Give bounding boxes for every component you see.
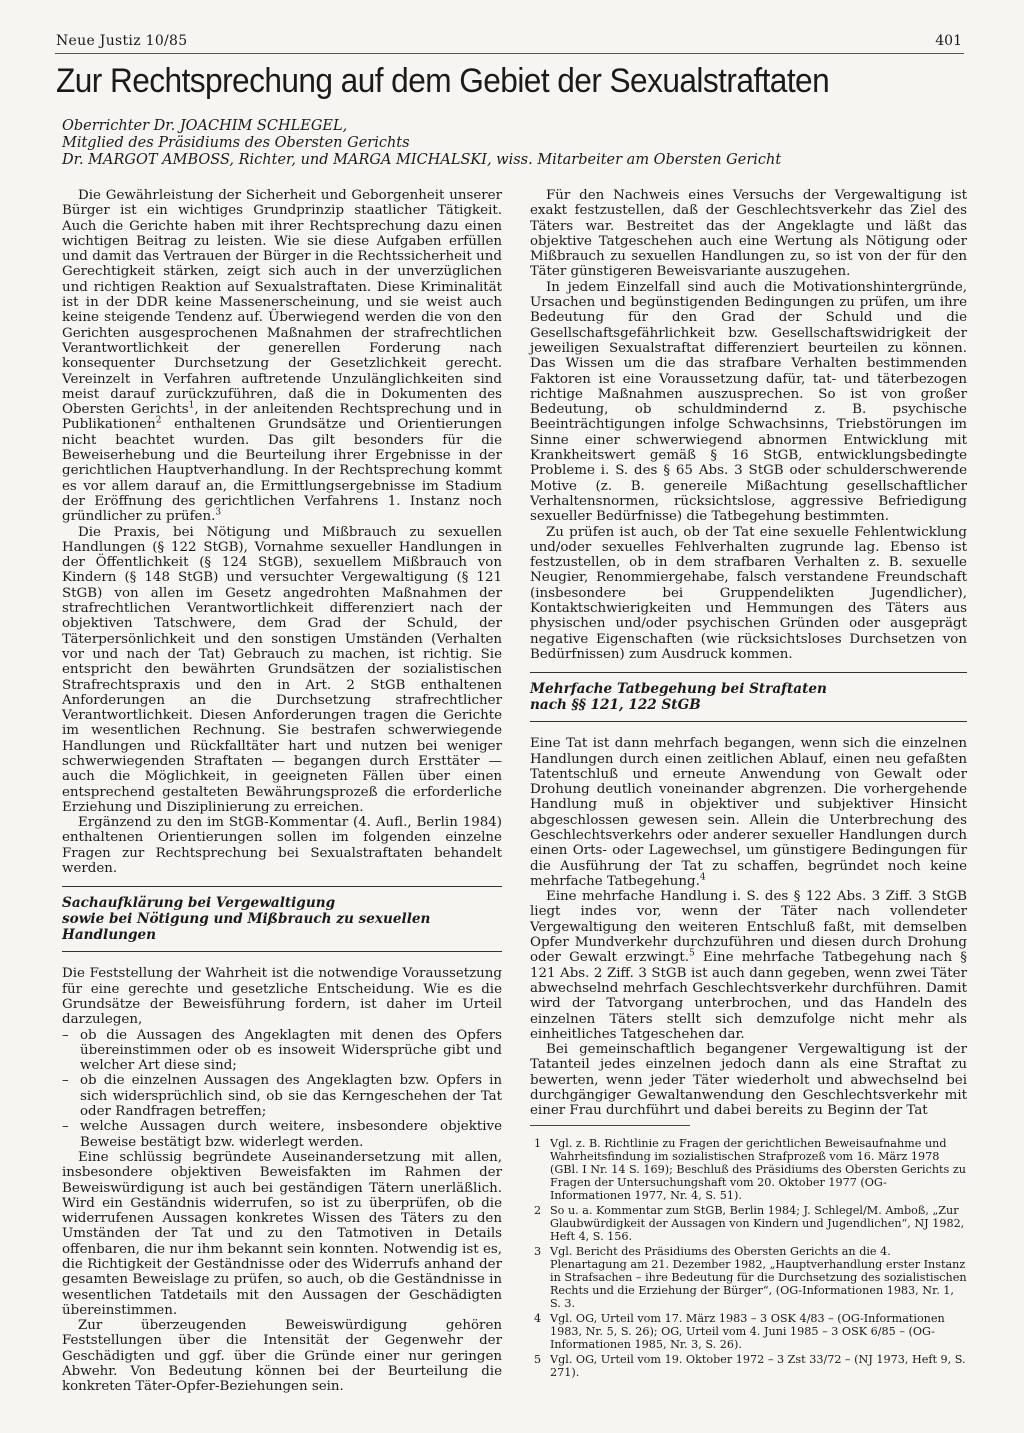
list-item: – ob die Aussagen des Angeklagten mit denen des Opfers übereinstimmen oder ob es insoweit Widersprüche gibt und welcher Art diese sind; bbox=[62, 1028, 502, 1074]
right-paragraph-3: Zu prüfen ist auch, ob der Tat eine sexuelle Fehlentwicklung und/oder sexuelles Fehlverhalten zugrunde lag. Ebenso ist festzustellen, ob in dem strafbaren Verhalten z. B. sexuelle Neugier, Renommiergehabe, falsch verstandene Freundschaft (insbesondere bei Gruppendelikten Jugendlicher), Kontaktschwierigkeiten und Hemmungen des Täters aus physischen und/oder psychischen Gründen oder ausgeprägt negative Eigenschaften (wie rücksichtsloses Durchsetzen von Bedürfnissen) zum Ausdruck kommen. bbox=[530, 524, 967, 662]
intro-paragraph-2: Die Praxis, bei Nötigung und Mißbrauch zu sexuellen Handlungen (§ 122 StGB), Vornahme sexueller Handlungen in der Öffentlichkeit (§ 124 StGB), sexuellem Mißbrauch von Kindern (§ 148 StGB) und versuchter Vergewaltigung (§ 121 StGB) von allen im Gesetz angedrohten Maßnahmen der strafrechtlichen Verantwortlichkeit differenziert nach der objektiven Tatschwere, dem Grad der Schuld, der Täterpersönlichkeit und den sonstigen Umständen (Verhalten vor und nach der Tat) Gebrauch zu machen, ist richtig. Sie entspricht den bewährten Grundsätzen der sozialistischen Strafrechtspraxis und den in Art. 2 StGB enthaltenen Anforderungen an die Durchsetzung strafrechtlicher Verantwortlichkeit. Diesen Anforderungen tragen die Gerichte im wesentlichen Rechnung. Sie bestrafen schwerwiegende Handlungen und Rückfalltäter hart und nutzen bei weniger schwerwiegenden Straftaten — begangen durch Ersttäter — auch die Möglichkeit, in geeigneten Fällen über einen entsprechend gestalteten Bewährungsprozeß die erforderliche Erziehung und Disziplinierung zu erreichen. bbox=[62, 524, 502, 815]
intro-paragraph-3: Ergänzend zu den im StGB-Kommentar (4. Aufl., Berlin 1984) enthaltenen Orientierungen sollen im folgenden einzelne Fragen zur Rechtsprechung bei Sexualstraftaten behandelt werden. bbox=[62, 815, 502, 877]
right-paragraph-1: Für den Nachweis eines Versuchs der Vergewaltigung ist exakt festzustellen, daß der Geschlechtsverkehr das Ziel des Täters war. Bestreitet das der Angeklagte und läßt das objektive Tatgeschehen auch eine Wertung als Nötigung oder Mißbrauch zu sexuellen Handlungen zu, so ist von der für den Täter günstigeren Beweisvariante auszugehen. bbox=[530, 188, 967, 280]
evidence-list bbox=[62, 1028, 502, 1150]
author-line-2: Mitglied des Präsidiums des Obersten Gerichts bbox=[62, 135, 410, 151]
header-rule bbox=[55, 53, 964, 54]
left-column bbox=[62, 188, 502, 1395]
section-heading-sachaufklaerung: Sachaufklärung bei Vergewaltigung sowie bei Nötigung und Mißbrauch zu sexuellen Handlungen bbox=[62, 886, 502, 952]
section-heading-mehrfache-tatbegehung: Mehrfache Tatbegehung bei Straftaten nach §§ 121, 122 StGB bbox=[530, 672, 967, 722]
section2-paragraph-2: Eine mehrfache Handlung i. S. des § 122 Abs. 3 Ziff. 3 StGB liegt indes vor, wenn der Täter nach vollendeter Vergewaltigung den weiteren Entschluß faßt, mit demselben Opfer Mundverkehr durchzuführen und diesen durch Drohung oder Gewalt erzwingt.$^5$ Eine mehrfache Tatbegehung nach § 121 Abs. 2 Ziff. 3 StGB ist auch dann gegeben, wenn zwei Täter abwechselnd mehrfach Geschlechtsverkehr durchführen. Damit wird der Tatvorgang unterbrochen, und das Handeln des einzelnen Täters stellt sich demzufolge nicht mehr als einheitliches Tatgeschehen dar. bbox=[530, 889, 967, 1042]
author-line-3: Dr. MARGOT AMBOSS, Richter, und MARGA MICHALSKI, wiss. Mitarbeiter am Obersten Gericht bbox=[62, 152, 782, 168]
page-number: 401 bbox=[935, 33, 962, 49]
footnotes bbox=[530, 1137, 967, 1381]
footnote: 3 Vgl. Bericht des Präsidiums des Obersten Gerichts an die 4. Plenartagung am 21. Dezember 1982, „Hauptverhandlung erster Instanz in Strafsachen – ihre Bedeutung für die Durchsetzung des sozialistischen Rechts und die Erziehung der Bürger“, (OG-Informationen 1983, Nr. 1, S. 3. bbox=[534, 1245, 967, 1310]
right-column bbox=[530, 188, 967, 1119]
right-paragraph-2: In jedem Einzelfall sind auch die Motivationshintergründe, Ursachen und begünstigenden Bedingungen zu prüfen, um ihre Bedeutung für den Grad der Schuld und die Gesellschaftsgefährlichkeit bzw. Gesellschaftswidrigkeit der jeweiligen Sexualstraftat differenziert beurteilen zu können. Das Wissen um die das strafbare Verhalten bestimmenden Faktoren ist eine Voraussetzung dafür, tat- und täterbezogen richtige Maßnahmen auszusprechen. So ist von großer Bedeutung, ob schuldmindernd z. B. psychische Beeinträchtigungen infolge Schwachsinns, Triebstörungen im Sinne einer schwerwiegend abnormen Entwicklung mit Krankheitswert gemäß § 16 StGB, entwicklungsbedingte Probleme i. S. des § 65 Abs. 3 StGB oder schulderschwerende Motive (z. B. genereile Mißachtung gesellschaftlicher Verhaltensnormen, rücksichtslose, aggressive Befriedigung sexueller Bedürfnisse) die Tatbegehung bestimmten. bbox=[530, 279, 967, 525]
list-item: – ob die einzelnen Aussagen des Angeklagten bzw. Opfers in sich widersprüchlich sind, ob sie das Kerngeschehen der Tat oder Randfragen betreffen; bbox=[62, 1073, 502, 1119]
footnote-rule bbox=[530, 1125, 690, 1126]
footnote: 4 Vgl. OG, Urteil vom 17. März 1983 – 3 OSK 4/83 – (OG-Informationen 1983, Nr. 5, S. 26); OG, Urteil vom 4. Juni 1985 – 3 OSK 6/85 – (OG-Informationen 1985, Nr. 3, S. 26). bbox=[534, 1312, 945, 1351]
intro-paragraph-1: Die Gewährleistung der Sicherheit und Geborgenheit unserer Bürger ist ein wichtiges Grundprinzip staatlicher Tätigkeit. Auch die Gerichte haben mit ihrer Rechtsprechung dazu einen wichtigen Beitrag zu leisten. Wie sie diese Aufgaben erfüllen und damit das Vertrauen der Bürger in die Rechtssicherheit und Gerechtigkeit stärken, zeigt sich auch in der unverzüglichen und richtigen Reaktion auf Sexualstraftaten. Diese Kriminalität ist in der DDR keine Massenerscheinung, und sie weist auch keine steigende Tendenz auf. Überwiegend werden die von den Gerichten ausgesprochenen Maßnahmen der strafrechtlichen Verantwortlichkeit der generellen Forderung nach konsequenter Durchsetzung der Gesetzlichkeit gerecht. Vereinzelt in Verfahren auftretende Unzulänglichkeiten sind meist darauf zurückzuführen, daß die in Dokumenten des Obersten Gerichts$^1$, in der anleitenden Rechtsprechung und in Publikationen$^2$ enthaltenen Grundsätze und Orientierungen nicht beachtet wurden. Das gilt besonders für die Beweiserhebung und die Beurteilung ihrer Ergebnisse in der gerichtlichen Hauptverhandlung. In der Rechtsprechung kommt es vor allem darauf an, die Ermittlungsergebnisse im Stadium der Eröffnung des gerichtlichen Verfahrens 1. Instanz noch gründlicher zu prüfen.$^3$ bbox=[62, 188, 502, 525]
journal-header: Neue Justiz 10/85 bbox=[56, 33, 188, 49]
section1-paragraph-1: Die Feststellung der Wahrheit ist die notwendige Voraussetzung für eine gerechte und gesetzliche Entscheidung. Wie es die Grundsätze der Beweisführung fordern, ist daher im Urteil darzulegen, bbox=[62, 966, 502, 1028]
footnote: 2 So u. a. Kommentar zum StGB, Berlin 1984; J. Schlegel/M. Amboß, „Zur Glaubwürdigkeit der Aussagen von Kindern und Jugendlichen“, NJ 1982, Heft 4, S. 156. bbox=[534, 1204, 965, 1243]
footnote: 5 Vgl. OG, Urteil vom 19. Oktober 1972 – 3 Zst 33/72 – (NJ 1973, Heft 9, S. 271). bbox=[534, 1353, 966, 1379]
section1-paragraph-3: Zur überzeugenden Beweiswürdigung gehören Feststellungen über die Intensität der Gegenwehr der Geschädigten und ggf. über die Gründe einer nur geringen Abwehr. Von Bedeutung können bei der Beurteilung die konkreten Täter-Opfer-Beziehungen sein. bbox=[62, 1318, 502, 1395]
author-block bbox=[62, 118, 842, 169]
section2-paragraph-1: Eine Tat ist dann mehrfach begangen, wenn sich die einzelnen Handlungen durch einen zeitlichen Ablauf, einen neu gefaßten Tatentschluß und erneute Anwendung von Gewalt oder Drohung deutlich voneinander abgrenzen. Die vorhergehende Handlung muß in objektiver und subjektiver Hinsicht abgeschlossen gewesen sein. Allein die Unterbrechung des Geschlechtsverkehrs oder anderer sexueller Handlungen durch einen Orts- oder Lagewechsel, um günstigere Bedingungen für die Ausführung der Tat zu schaffen, begründet noch keine mehrfache Tatbegehung.$^4$ bbox=[530, 736, 967, 889]
article-title: Zur Rechtsprechung auf dem Gebiet der Sexualstraftaten bbox=[56, 62, 830, 100]
footnote: 1 Vgl. z. B. Richtlinie zu Fragen der gerichtlichen Beweisaufnahme und Wahrheitsfindung im sozialistischen Strafprozeß vom 16. März 1978 (GBl. I Nr. 14 S. 169); Beschluß des Präsidiums des Obersten Gerichts zu Fragen der Untersuchungshaft vom 20. Oktober 1977 (OG-Informationen 1977, Nr. 4, S. 51). bbox=[534, 1137, 966, 1202]
list-item: – welche Aussagen durch weitere, insbesondere objektive Beweise bestätigt bzw. widerlegt werden. bbox=[62, 1119, 502, 1150]
author-line-1: Oberrichter Dr. JOACHIM SCHLEGEL, bbox=[62, 118, 348, 134]
section2-paragraph-3: Bei gemeinschaftlich begangener Vergewaltigung ist der Tatanteil jedes einzelnen jedoch dann als eine Straftat zu bewerten, wenn jeder Täter wiederholt und abwechselnd bei durchgängiger Gewaltanwendung den Geschlechtsverkehr mit einer Frau durchführt und dabei bereits zu Beginn der Tat bbox=[530, 1042, 967, 1119]
section1-paragraph-2: Eine schlüssig begründete Auseinandersetzung mit allen, insbesondere objektiven Beweisfakten im Rahmen der Beweiswürdigung ist auch bei geständigen Tätern unerläßlich. Wird ein Geständnis widerrufen, so ist zu überprüfen, ob die widerrufenen Aussagen konkretes Wissen des Täters zu den Umständen der Tat und zu den Tatmotiven in Details offenbaren, die nur ihm bekannt sein konnten. Notwendig ist es, die Richtigkeit der Geständnisse oder des Widerrufs anhand der gesamten Beweislage zu prüfen, so auch, ob die Geständnisse in wesentlichen Tatdetails mit den Aussagen der Geschädigten übereinstimmen. bbox=[62, 1149, 502, 1318]
